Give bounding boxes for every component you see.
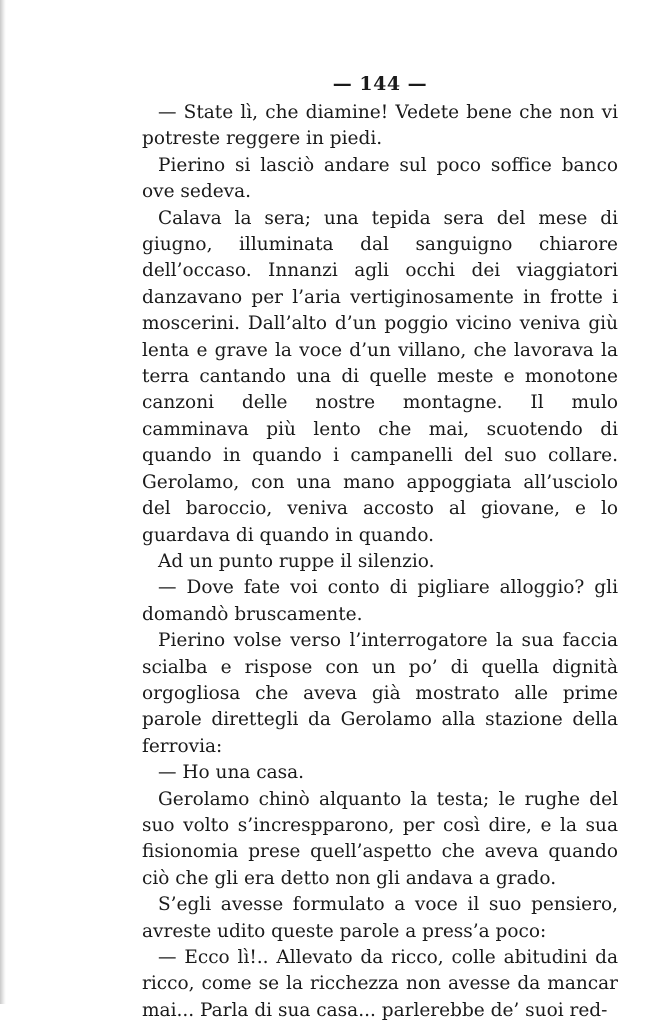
paragraph: Pierino volse verso l’interrogatore la sua faccia scialba e rispose con un po’ di quella dignità orgogliosa che aveva già mostrato alle prime parole direttegli da Gerolamo alla stazione della ferrovia: xyxy=(142,630,618,757)
paragraph: — Ho una casa. xyxy=(158,762,305,784)
paragraph: Calava la sera; una tepida sera del mese di giugno, illuminata dal sanguigno chiarore dell’occaso. Innanzi agli occhi dei viaggiatori danzavano per l’aria vertiginosamente in frotte i moscerini. Dall’alto d’un poggio vicino veniva giù lenta e grave la voce d’un villano, che lavorava la terra cantando una di quelle meste e monotone canzoni delle nostre montagne. Il mulo camminava più lento che mai, scuotendo di quando in quando i campanelli del suo collare. Gerolamo, con una mano appoggiata all’usciolo del baroccio, veniva accosto al giovane, e lo guardava di quando in quando. xyxy=(142,207,618,546)
paragraph: — State lì, che diamine! Vedete bene che non vi potreste reggere in piedi. xyxy=(142,102,618,150)
book-page xyxy=(142,70,618,1024)
paragraph: Gerolamo chinò alquanto la testa; le rughe del suo volto s’increspparono, per così dire, e la sua fisionomia prese quell’aspetto che aveva quando ciò che gli era detto non gli andava a grado. xyxy=(142,788,618,889)
page-number: — 144 — xyxy=(332,73,428,95)
paragraph: — Ecco lì!.. Allevato da ricco, colle abitudini da ricco, come se la ricchezza non avesse da mancar mai... Parla di sua casa... parlerebbe de’ suoi red- xyxy=(142,947,618,1021)
paragraph: — Dove fate voi conto di pigliare alloggio? gli domandò bruscamente. xyxy=(142,577,618,625)
paragraph: S’egli avesse formulato a voce il suo pensiero, avreste udito queste parole a press’a poco: xyxy=(142,894,618,942)
paragraph: Pierino si lasciò andare sul poco soffice banco ove sedeva. xyxy=(142,154,618,203)
scan-edge-shadow xyxy=(0,0,6,1004)
body-text xyxy=(142,100,618,1024)
paragraph: Ad un punto ruppe il silenzio. xyxy=(158,550,435,572)
